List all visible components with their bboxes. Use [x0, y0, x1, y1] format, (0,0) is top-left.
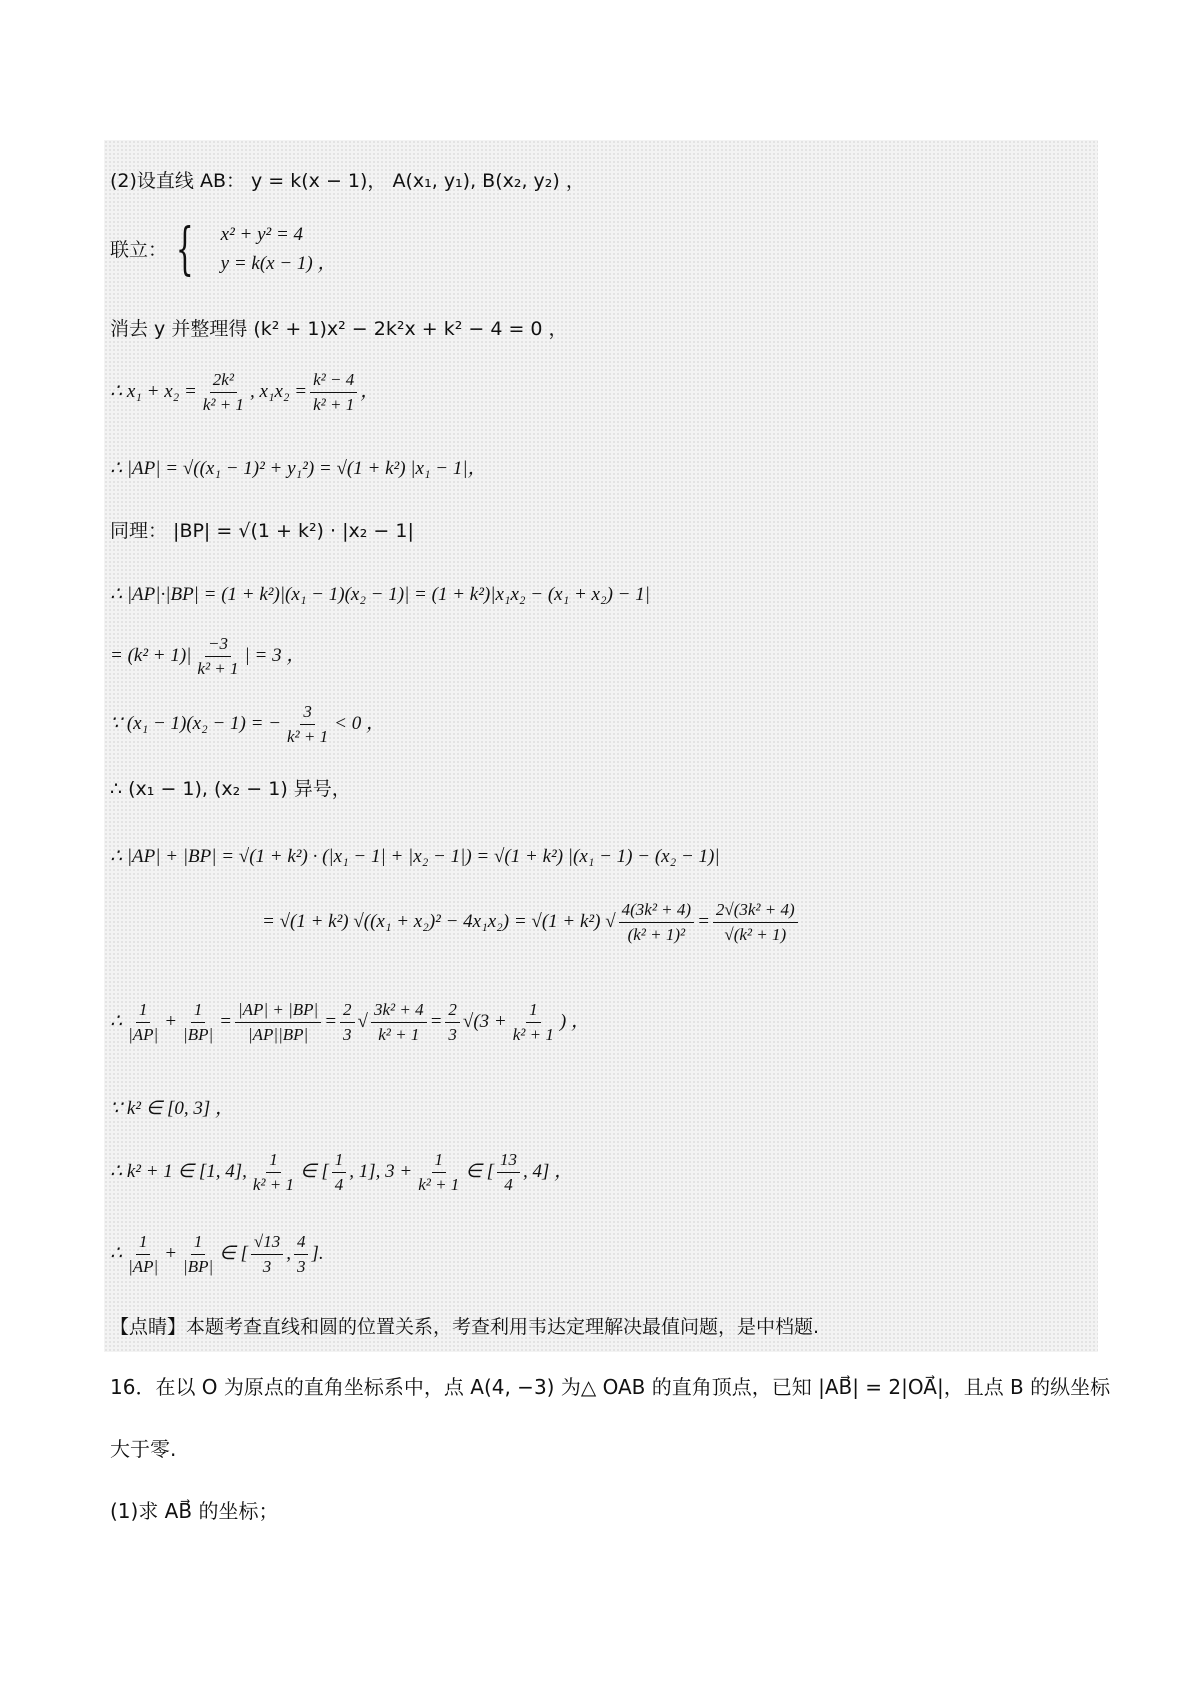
- brace-icon: {: [175, 217, 194, 282]
- solution-line-4: [110, 370, 379, 416]
- fraction-denominator: k² + 1: [512, 1025, 554, 1045]
- line16-tail: ].: [311, 1243, 324, 1265]
- fraction-denominator: k² + 1: [287, 727, 329, 747]
- fraction: [235, 1000, 321, 1046]
- line8-tail: | = 3 ，: [244, 645, 306, 667]
- solution-line-6: 同理： |BP| = √(1 + k²) · |x₂ − 1|: [110, 520, 414, 542]
- question-16-part-1: (1)求 AB⃗ 的坐标；: [110, 1499, 279, 1523]
- fraction-numerator: 4(3k² + 4): [619, 900, 694, 923]
- fraction-numerator: 1: [332, 1150, 347, 1173]
- fraction: [497, 1150, 520, 1196]
- system-equation-2: y = k(x − 1) ，: [220, 253, 337, 274]
- fraction: [619, 900, 694, 946]
- element-of: ∈ [: [300, 1161, 329, 1183]
- solution-line-11: ∴ |AP| + |BP| = √(1 + k²) · (|x₁ − 1| + |x₂ − 1|) = √(1 + k²) |(x₁ − 1) − (x₂ − 1)|: [110, 846, 720, 867]
- fraction-denominator: 3: [343, 1025, 352, 1045]
- line8-lead: = (k² + 1)|: [110, 645, 192, 667]
- line13-tail: ) ，: [559, 1011, 590, 1033]
- fraction-numerator: k² − 4: [310, 370, 357, 393]
- solution-line-1: (2)设直线 AB： y = k(x − 1)， A(x₁, y₁), B(x₂, y₂) ，: [110, 170, 585, 192]
- equals-sign: =: [219, 1011, 232, 1033]
- equals-sign: =: [324, 1011, 338, 1033]
- comment-line: 【点睛】本题考查直线和圆的位置关系，考查利用韦达定理解决最值问题，是中档题.: [110, 1316, 820, 1338]
- fraction-denominator: |AP|: [128, 1257, 159, 1277]
- equals-sign: =: [429, 1011, 443, 1033]
- solution-line-15: [110, 1150, 573, 1196]
- fraction-numerator: 2k²: [210, 370, 237, 393]
- fraction: [125, 1000, 161, 1046]
- fraction-denominator: |BP|: [183, 1257, 214, 1277]
- fraction-numerator: 2: [445, 1000, 460, 1023]
- fraction: [415, 1150, 462, 1196]
- solution-line-8: [110, 634, 305, 680]
- comma: ,: [286, 1243, 291, 1265]
- fraction: [284, 702, 331, 748]
- solution-line-7: ∴ |AP|·|BP| = (1 + k²)|(x₁ − 1)(x₂ − 1)| = (1 + k²)|x₁x₂ − (x₁ + x₂) − 1|: [110, 584, 650, 605]
- element-of: ∈ [: [465, 1161, 495, 1183]
- line9-lead: ∵ (x₁ − 1)(x₂ − 1) = −: [110, 713, 282, 735]
- fraction-numerator: 3k² + 4: [371, 1000, 427, 1023]
- therefore-sign: ∴: [110, 1011, 123, 1033]
- fraction-numerator: 1: [191, 1000, 206, 1023]
- fraction-numerator: 13: [497, 1150, 520, 1173]
- line4-tail: ，: [360, 381, 380, 403]
- equals-sign: =: [697, 911, 710, 933]
- solution-line-9: [110, 702, 385, 748]
- fraction-denominator: |AP||BP|: [247, 1025, 309, 1045]
- fraction: [180, 1000, 216, 1046]
- fraction-denominator: (k² + 1)²: [627, 925, 686, 945]
- line4-mid: , x₁x₂ =: [249, 381, 308, 403]
- fraction-numerator: 3: [300, 702, 315, 725]
- fraction-numerator: 1: [136, 1232, 151, 1255]
- fraction-numerator: −3: [205, 634, 231, 657]
- fraction-numerator: 4: [294, 1232, 309, 1255]
- fraction: [125, 1232, 161, 1278]
- fraction-denominator: k² + 1: [202, 395, 244, 415]
- fraction-numerator: √13: [251, 1232, 283, 1255]
- fraction-numerator: 2: [340, 1000, 355, 1023]
- solution-line-13: [110, 1000, 590, 1046]
- fraction: [180, 1232, 216, 1278]
- question-16-line-2: 大于零.: [110, 1437, 177, 1461]
- fraction-denominator: 4: [334, 1175, 344, 1195]
- fraction: [250, 1150, 297, 1196]
- fraction-denominator: 4: [504, 1175, 513, 1195]
- fraction-numerator: 2√(3k² + 4): [713, 900, 798, 923]
- line15-lead: ∴ k² + 1 ∈ [1, 4],: [110, 1161, 247, 1183]
- sqrt-expression: √(3 +: [462, 1011, 507, 1033]
- solution-line-10: ∴ (x₁ − 1), (x₂ − 1) 异号，: [110, 778, 351, 800]
- fraction-denominator: k² + 1: [418, 1175, 460, 1195]
- fraction-denominator: √(k² + 1): [724, 925, 787, 945]
- fraction-numerator: 1: [266, 1150, 281, 1173]
- solution-line-16: [110, 1232, 324, 1278]
- solution-line-3: 消去 y 并整理得 (k² + 1)x² − 2k²x + k² − 4 = 0 ，: [110, 318, 568, 340]
- system-label: 联立：: [110, 238, 168, 261]
- plus-sign: +: [164, 1243, 178, 1265]
- question-16-line-1: 16．在以 O 为原点的直角坐标系中，点 A(4, −3) 为△ OAB 的直角顶点，已知 |AB⃗| = 2|OA⃗|，且点 B 的纵坐标: [110, 1375, 1111, 1399]
- fraction-numerator: 1: [191, 1232, 206, 1255]
- equation-system: [167, 217, 337, 282]
- fraction-denominator: |AP|: [128, 1025, 159, 1045]
- fraction-denominator: k² + 1: [313, 395, 355, 415]
- fraction: [310, 370, 357, 416]
- plus-sign: +: [164, 1011, 178, 1033]
- fraction: [371, 1000, 427, 1046]
- fraction: [445, 1000, 460, 1046]
- line15-mid: , 1], 3 +: [349, 1161, 413, 1183]
- fraction: [251, 1232, 283, 1278]
- fraction-numerator: 1: [432, 1150, 447, 1173]
- line15-tail: , 4] ，: [523, 1161, 574, 1183]
- line4-lead: ∴ x₁ + x₂ =: [110, 381, 197, 403]
- sqrt-sign: √: [357, 1011, 368, 1033]
- element-of: ∈ [: [219, 1243, 248, 1265]
- fraction-denominator: 3: [448, 1025, 457, 1045]
- fraction-denominator: k² + 1: [197, 659, 239, 679]
- fraction-denominator: 3: [262, 1257, 272, 1277]
- fraction: [340, 1000, 355, 1046]
- line9-tail: < 0 ，: [334, 713, 385, 735]
- solution-line-2: [110, 217, 337, 282]
- fraction-denominator: |BP|: [183, 1025, 214, 1045]
- fraction-numerator: 1: [526, 1000, 541, 1023]
- fraction: [200, 370, 247, 416]
- solution-line-14: ∵ k² ∈ [0, 3] ，: [110, 1098, 235, 1119]
- fraction-numerator: 1: [136, 1000, 151, 1023]
- line12-lead: = √(1 + k²) √((x₁ + x₂)² − 4x₁x₂) = √(1 + k²) √: [262, 911, 616, 933]
- fraction: [194, 634, 241, 680]
- solution-line-12: [262, 900, 801, 946]
- fraction-numerator: |AP| + |BP|: [235, 1000, 321, 1023]
- fraction: [294, 1232, 309, 1278]
- solution-line-5: ∴ |AP| = √((x₁ − 1)² + y₁²) = √(1 + k²) |x₁ − 1|，: [110, 458, 487, 479]
- fraction-denominator: k² + 1: [378, 1025, 420, 1045]
- therefore-sign: ∴: [110, 1243, 123, 1265]
- fraction: [332, 1150, 347, 1196]
- fraction-denominator: k² + 1: [252, 1175, 295, 1195]
- system-equation-1: x² + y² = 4: [220, 224, 304, 246]
- fraction-denominator: 3: [296, 1257, 306, 1277]
- fraction: [713, 900, 798, 946]
- fraction: [510, 1000, 557, 1046]
